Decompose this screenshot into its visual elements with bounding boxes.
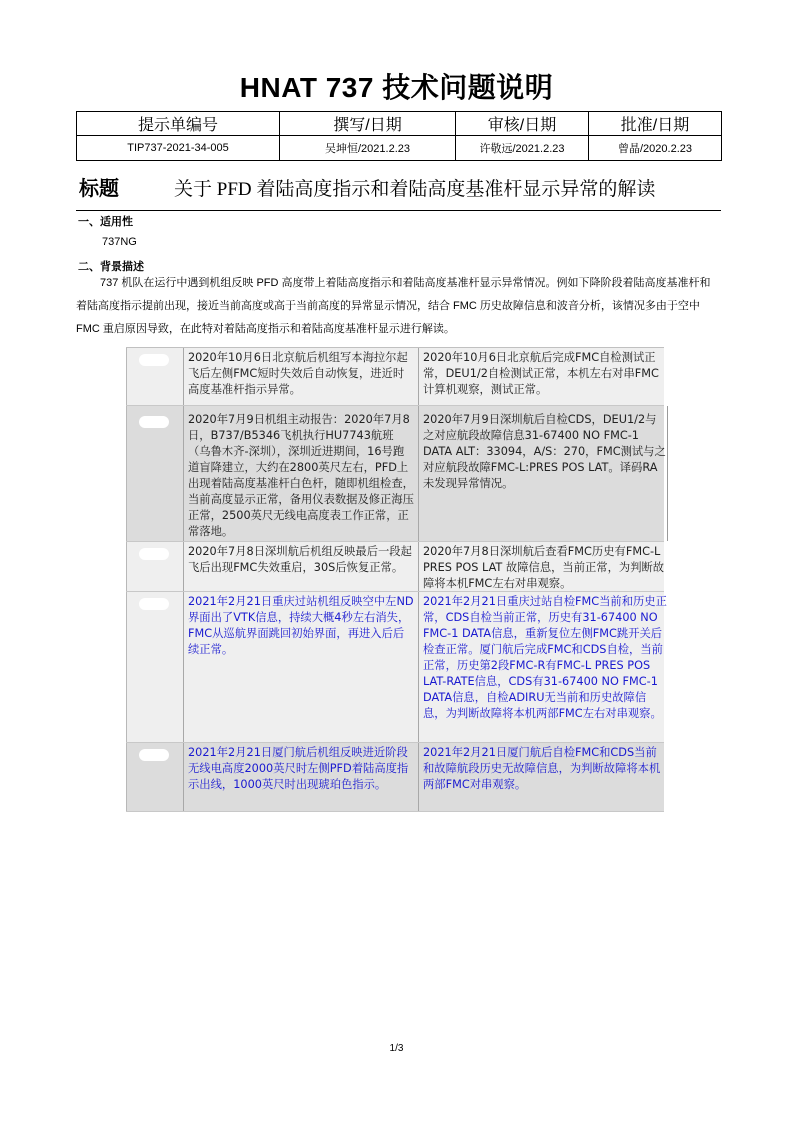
value-approver-date: 曾晶/2020.2.23 — [589, 136, 722, 161]
action-cell: 2020年7月8日深圳航后查看FMC历史有FMC-L PRES POS LAT 故障信息，当前正常，为判断故障将本机FMC左右对串观察。 — [418, 542, 667, 591]
section-applicability-body: 737NG — [102, 236, 137, 248]
redaction-mark — [139, 354, 169, 366]
redacted-cell — [126, 592, 184, 742]
value-reviewer-date: 许敬远/2021.2.23 — [456, 136, 589, 161]
table-row — [126, 743, 664, 812]
action-cell: 2020年10月6日北京航后完成FMC自检测试正常，DEU1/2自检测试正常，本机左右对串FMC计算机观察，测试正常。 — [418, 348, 667, 405]
redaction-mark — [139, 749, 169, 761]
redacted-cell — [126, 348, 184, 405]
value-tip-number: TIP737-2021-34-005 — [77, 136, 280, 161]
header-author-date: 撰写/日期 — [280, 112, 456, 136]
background-paragraph: 737 机队在运行中遇到机组反映 PFD 高度带上着陆高度指示和着陆高度基准杆显示异常情况。例如下降阶段着陆高度基准杆和着陆高度指示提前出现，接近当前高度或高于当前高度的异常显示情况，结合 FMC 历史故障信息和波音分析，该情况多由于空中 FMC 重启原因导致，在此特对着陆高度指示和着陆高度基准杆显示进行解读。 — [76, 277, 711, 335]
table-row — [126, 406, 664, 542]
redacted-cell — [126, 743, 184, 811]
action-cell: 2020年7月9日深圳航后自检CDS，DEU1/2与之对应航段故障信息31-67400 NO FMC-1 DATA ALT：33094，A/S：270，FMC测试与之对应航段故障FMC-L:PRES POS LAT。译码RA未发现异常情况。 — [418, 406, 668, 541]
section-applicability-heading: 一、适用性 — [78, 216, 133, 228]
redaction-mark — [139, 598, 169, 610]
value-author-date: 吴坤恒/2021.2.23 — [280, 136, 456, 161]
subject-label: 标题 — [79, 178, 119, 200]
table-row — [126, 592, 667, 743]
report-cell: 2021年2月21日重庆过站机组反映空中左ND界面出了VTK信息，持续大概4秒左右消失，FMC从巡航界面跳回初始界面，再进入后后续正常。 — [188, 595, 414, 656]
header-tip-number: 提示单编号 — [77, 112, 280, 136]
document-info-table — [76, 111, 722, 161]
document-title: HNAT 737 技术问题说明 — [239, 72, 554, 103]
section-background-heading: 二、背景描述 — [78, 261, 144, 273]
redacted-cell — [126, 406, 184, 541]
header-approver-date: 批准/日期 — [589, 112, 722, 136]
subject-text: 关于 PFD 着陆高度指示和着陆高度基准杆显示异常的解读 — [174, 179, 656, 200]
header-reviewer-date: 审核/日期 — [456, 112, 589, 136]
subject-block — [76, 170, 721, 211]
table-row — [126, 542, 664, 592]
action-cell: 2021年2月21日重庆过站自检FMC当前和历史正常，CDS自检当前正常，历史有31-67400 NO FMC-1 DATA信息，重新复位左侧FMC跳开关后检查正常。厦门航后完成FMC和CDS自检，当前正常，历史第2段FMC-R有FMC-L PRES POS LAT-RATE信息，CDS有31-67400 NO FMC-1 DATA信息，自检ADIRU无当前和历史故障信息，为判断故障将本机两部FMC左右对串观察。 — [418, 592, 667, 742]
redaction-mark — [139, 416, 169, 428]
page-number: 1/3 — [389, 1043, 404, 1054]
report-cell: 2020年10月6日北京航后机组写本海拉尔起飞后左侧FMC短时失效后自动恢复，进近时高度基准杆指示异常。 — [188, 351, 408, 396]
action-cell: 2021年2月21日厦门航后自检FMC和CDS当前和故障航段历史无故障信息，为判断故障将本机两部FMC对串观察。 — [418, 743, 667, 811]
report-cell: 2020年7月8日深圳航后机组反映最后一段起飞后出现FMC失效重启，30S后恢复正常。 — [188, 545, 412, 574]
report-cell: 2020年7月9日机组主动报告：2020年7月8日，B737/B5346飞机执行HU7743航班（乌鲁木齐-深圳），深圳近进期间，16号跑道盲降建立，大约在2800英尺左右，PFD上出现着陆高度基准杆白色杆，随即机组检查，当前高度显示正常，备用仪表数据及修正海压正常，2500英尺无线电高度表工作正常，正常落地。 — [188, 413, 414, 538]
redaction-mark — [139, 548, 169, 560]
report-cell: 2021年2月21日厦门航后机组反映进近阶段无线电高度2000英尺时左侧PFD着陆高度指示出线，1000英尺时出现琥珀色指示。 — [188, 746, 409, 791]
section-background-body — [76, 272, 721, 341]
embedded-screenshot-table — [126, 347, 667, 812]
redacted-cell — [126, 542, 184, 591]
table-row — [126, 348, 664, 406]
